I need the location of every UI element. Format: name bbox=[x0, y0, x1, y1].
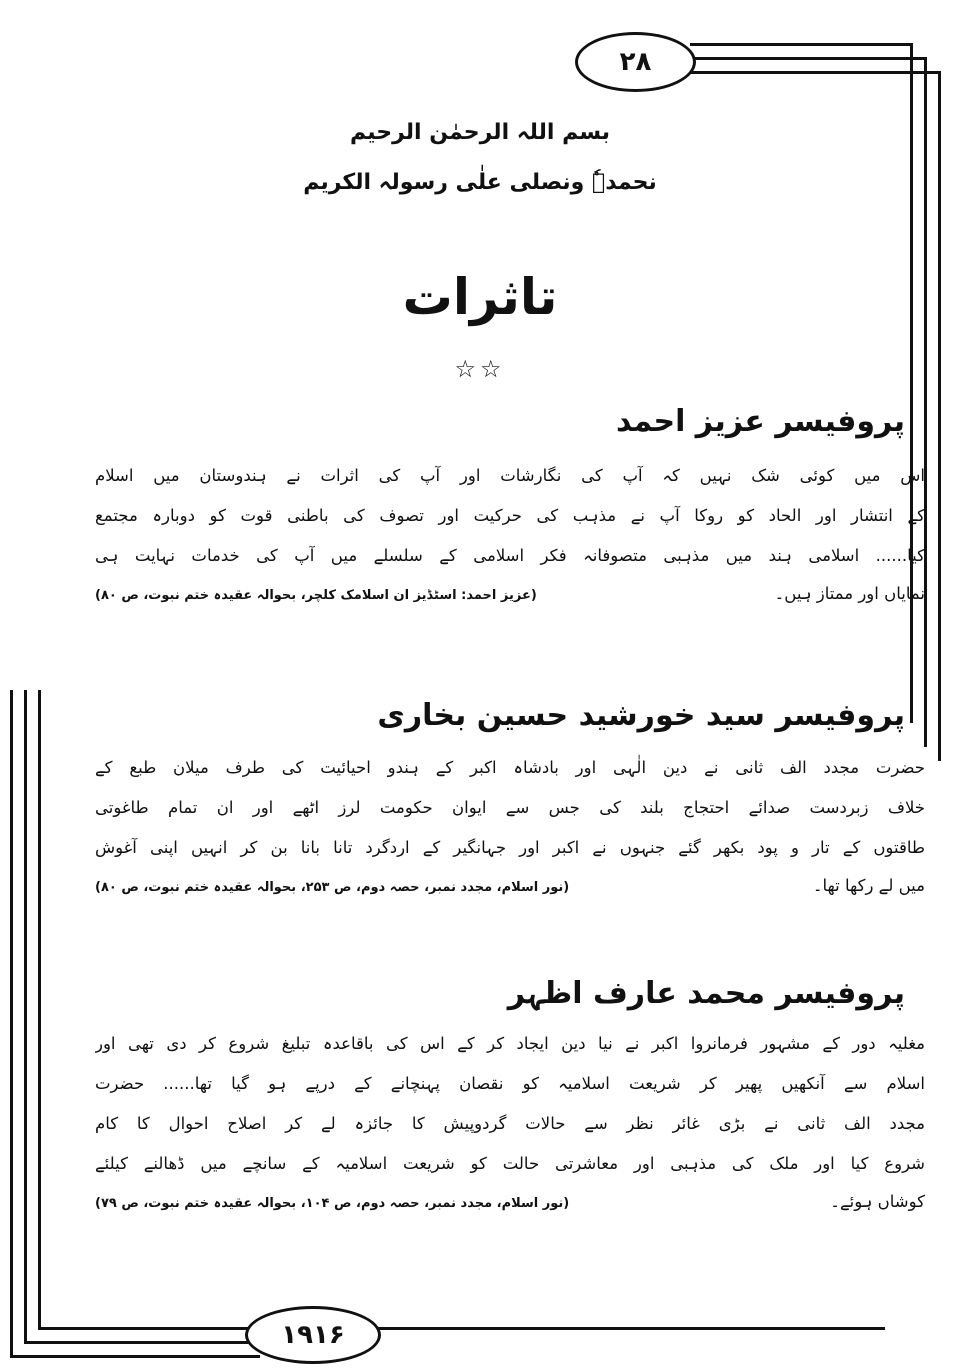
frame-right-line-outer bbox=[910, 43, 913, 723]
paragraph-last-line bbox=[95, 576, 925, 612]
section-heading: پروفیسر عزیز احمد bbox=[616, 404, 905, 439]
paragraph-end-text: میں لے رکھا تھا۔ bbox=[812, 876, 925, 895]
paragraph-line: خلاف زبردست صدائے احتجاج بلند کی جس سے ایوان حکومت لرز اٹھے اور ان تمام طاغوتی bbox=[95, 798, 925, 817]
frame-bottom-line-right bbox=[375, 1327, 885, 1330]
citation: (عزیز احمد: اسٹڈیز ان اسلامک کلچر، بحوالہ عقیدہ ختم نبوت، ص ۸۰) bbox=[95, 588, 537, 603]
section-khurshid-bukhari bbox=[95, 690, 925, 904]
paragraph-end-text: نمایاں اور ممتاز ہیں۔ bbox=[774, 584, 925, 603]
bismillah: بسم اللہ الرحمٰن الرحیم bbox=[349, 120, 610, 145]
paragraph-line: کے انتشار اور الحاد کو روکا آپ نے مذہب کی حرکیت اور تصوف کی باطنی قوت کو دوبارہ مجتمع bbox=[95, 506, 925, 525]
frame-top-line-inner bbox=[690, 57, 926, 60]
page-title: تاثرات bbox=[402, 268, 558, 326]
frame-bottom-line-outer bbox=[10, 1355, 260, 1358]
frame-left-line-inner bbox=[24, 690, 27, 1344]
section-arif-azhar bbox=[95, 968, 925, 1220]
frame-top-line-outer bbox=[690, 43, 910, 46]
section-heading: پروفیسر سید خورشید حسین بخاری bbox=[377, 698, 905, 733]
footer-page-number: ۱۹۱۶ bbox=[245, 1306, 381, 1364]
paragraph-line: اسلام سے آنکھیں پھیر کر شریعت اسلامیہ کو نقصان پہنچانے کے درپے ہو گیا تھا...... حضرت bbox=[95, 1074, 925, 1093]
paragraph-end-text: کوشاں ہوئے۔ bbox=[830, 1192, 925, 1211]
paragraph-line: مغلیہ دور کے مشہور فرمانروا اکبر نے نیا دین ایجاد کر کے اس کی باقاعدہ تبلیغ شروع کر دی تھی اور bbox=[95, 1034, 925, 1053]
frame-bottom-line-inner bbox=[24, 1341, 260, 1344]
paragraph-last-line bbox=[95, 1184, 925, 1220]
title-stars: ☆☆ bbox=[454, 355, 506, 383]
citation: (نور اسلام، مجدد نمبر، حصہ دوم، ص ۱۰۴، بحوالہ عقیدہ ختم نبوت، ص ۷۹) bbox=[95, 1196, 570, 1211]
citation: (نور اسلام، مجدد نمبر، حصہ دوم، ص ۲۵۳، بحوالہ عقیدہ ختم نبوت، ص ۸۰) bbox=[95, 880, 570, 895]
paragraph-line: حضرت مجدد الف ثانی نے دین الٰہی اور بادشاہ اکبر کے ہندو احیائیت کی طرف میلان طبع کے bbox=[95, 758, 925, 777]
paragraph-line: اس میں کوئی شک نہیں کہ آپ کی نگارشات اور آپ کی اثرات نے ہندوستان میں اسلام bbox=[95, 466, 925, 485]
paragraph-line: طاقتوں کے تار و پود بکھر گئے جنہوں نے اکبر اور جہانگیر کے اردگرد تانا بانا بن کر انہیں اپنی آغوش bbox=[95, 838, 925, 857]
paragraph-line: مجدد الف ثانی نے بڑی غائر نظر سے حالات گردوپیش کا جائزہ لے کر اصلاح احوال کا کام bbox=[95, 1114, 925, 1133]
section-aziz-ahmad bbox=[95, 396, 925, 612]
frame-left-line-third bbox=[38, 690, 41, 1330]
frame-top-line-third bbox=[690, 71, 940, 74]
paragraph-line: شروع کیا اور ملک کی مذہبی اور معاشرتی حالت کو شریعت اسلامیہ کے سانچے میں ڈھالنے کیلئے bbox=[95, 1154, 925, 1173]
frame-left-line-outer bbox=[10, 690, 13, 1358]
paragraph-last-line bbox=[95, 868, 925, 904]
header-page-number: ۲۸ bbox=[575, 32, 696, 92]
salutation: نحمدہٗ ونصلی علٰی رسولہ الکریم bbox=[303, 170, 657, 195]
paragraph-line: کیا...... اسلامی ہند میں مذہبی متصوفانہ فکر اسلامی کے سلسلے میں آپ کی خدمات نہایت ہی bbox=[95, 546, 925, 565]
section-heading: پروفیسر محمد عارف اظہر bbox=[507, 976, 905, 1011]
frame-bottom-line-third bbox=[38, 1327, 260, 1330]
